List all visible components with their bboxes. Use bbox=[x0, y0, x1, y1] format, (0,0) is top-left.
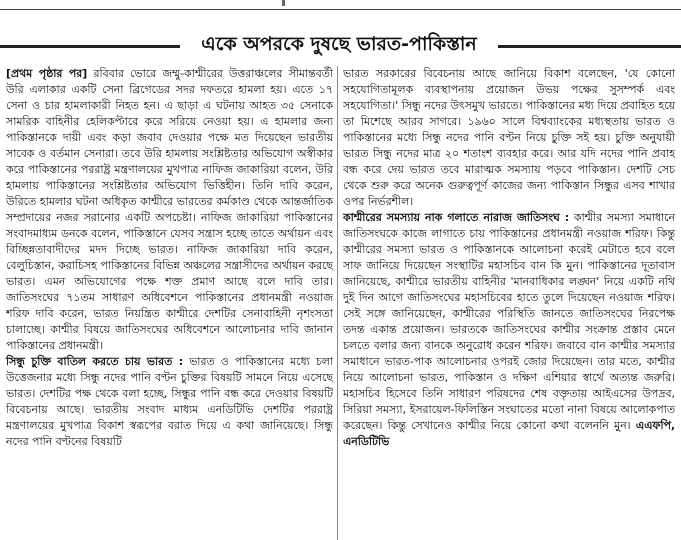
headline-rule-left bbox=[0, 45, 180, 48]
headline-band bbox=[0, 24, 681, 64]
article-column-right bbox=[343, 66, 675, 450]
paragraph-continuation bbox=[6, 66, 333, 354]
paragraph-body: রবিবার ভোরে জম্মু-কাশ্মীরের উত্তরাঞ্চলের সীমান্তবর্তী উরি এলাকার একটি সেনা ব্রিগেডের সদর দফতরে হামলা হয়। এতে ১৭ সেনা ও চার হামলাকারী নিহত হন। এ ছাড়া এ ঘটনায় আহত ৩৫ সেনাকে সামরিক বাহিনীর হেলিকপ্টারে করে সরিয়ে নেওয়া হয়। এ হামলার জন্য পাকিস্তানকে দায়ী এবং কড়া জবাব দেওয়ার পক্ষে মত দিয়েছেন ভারতীয় সাবেক ও বর্তমান সেনারা। তবে উরি হামলায় সংশ্লিষ্টতার অভিযোগ অস্বীকার করে পাকিস্তানের পররাষ্ট্র মন্ত্রণালয়ের মুখপাত্র নাফিজ জাকারিয়া বলেন, উরি হামলায় পাকিস্তানের সংশ্লিষ্টতার অভিযোগ ভিত্তিহীন। তিনি দাবি করেন, উরিতে হামলার ঘটনা অধিকৃত কাশ্মীরে ভারতের কর্মকাণ্ড থেকে আন্তর্জাতিক সম্প্রদায়ের নজর সরানোর একটি অপচেষ্টা। নাফিজ জাকারিয়া পাকিস্তানের সংবাদমাধ্যম ডনকে বলেন, পাকিস্তানে যেসব সন্ত্রাস হচ্ছে তাতে অর্থায়ন এবং বিচ্ছিন্নতাবাদীদের মদদ দিচ্ছে ভারত। নাফিজ জাকারিয়া দাবি করেন, বেলুচিস্তান, করাচিসহ পাকিস্তানের বিভিন্ন অঞ্চলের সন্ত্রাসীদের অর্থায়ন করছে ভারত। এমন অভিযোগের পক্ষে শক্ত প্রমাণ আছে বলে দাবি তার। জাতিসংঘের ৭১তম সাধারণ অধিবেশনে পাকিস্তানের প্রধানমন্ত্রী নওয়াজ শরিফ দাবি করেন, ভারত নিয়ন্ত্রিত কাশ্মীরে দেশটির সেনাবাহিনী নৃশংসতা চালাচ্ছে। কাশ্মীর বিষয়ে জাতিসংঘের অধিবেশনে আলোচনার দাবি জানান পাকিস্তানের প্রধানমন্ত্রী। bbox=[6, 67, 333, 352]
paragraph-body: ভারত ও পাকিস্তানের মধ্যে চলা উত্তেজনার মধ্যে সিন্ধু নদের পানি বণ্টন চুক্তির বিষয়টি সামনে নিয়ে এসেছে ভারত। দেশটির পক্ষ থেকে বলা হচ্ছে, সিন্ধুর পানি বন্ধ করে দেওয়ার বিষয়টি বিবেচনায় আছে। ভারতীয় সংবাদ মাধ্যম এনডিটিভি দেশটির পররাষ্ট্র মন্ত্রণালয়ের মুখপাত্র বিকাশ স্বরূপের বরাত দিয়ে এ কথা জানিয়েছে। সিন্ধু নদের পানি বণ্টনের বিষয়টি bbox=[6, 355, 333, 448]
headline-rule-right bbox=[498, 45, 681, 48]
continuation-label: [প্রথম পৃষ্ঠার পর] bbox=[6, 67, 88, 80]
article-headline: একে অপরকে দুষছে ভারত-পাকিস্তান bbox=[201, 33, 477, 55]
paragraph-body: ভারত সরকারের বিবেচনায় আছে জানিয়ে বিকাশ বলেছেন, 'যে কোনো সহযোগিতামূলক ব্যবস্থাপনায় প্রয়োজন উভয় পক্ষের সুসম্পর্ক এবং সহযোগিতা।' সিন্ধু নদের উৎসমুখ ভারতে। পাকিস্তানের মধ্য দিয়ে প্রবাহিত হয়ে তা মিশেছে আরব সাগরে। ১৯৬০ সালে বিশ্বব্যাংকের মধ্যস্থতায় ভারত ও পাকিস্তানের মধ্যে সিন্ধু নদের পানি বণ্টন নিয়ে চুক্তি সই হয়। চুক্তি অনুযায়ী ভারত সিন্ধু নদের মাত্র ২০ শতাংশ ব্যবহার করে। আর যদি নদের পানি প্রবাহ বন্ধ করে দেয় ভারত তবে মারাত্মক সমস্যায় পড়বে পাকিস্তান। দেশটি সেচ থেকে শুরু করে অনেক গুরুত্বপূর্ণ কাজের জন্য পাকিস্তান সিন্ধুর এসব শাখার ওপর নির্ভরশীল। bbox=[343, 67, 675, 208]
column-divider bbox=[337, 66, 338, 540]
article-column-left bbox=[6, 66, 333, 450]
subhead-indus-treaty: সিন্ধু চুক্তি বাতিল করতে চায় ভারত : bbox=[6, 355, 184, 368]
paragraph-body: কাশ্মীর সমস্যা সমাধানে জাতিসংঘকে কাজে লাগাতে চায় পাকিস্তানের প্রধানমন্ত্রী নওয়াজ শরিফ। কিন্তু কাশ্মীরের সমস্যা ভারত ও পাকিস্তানকে আলোচনা করেই মেটাতে হবে বলে সাফ জানিয়ে দিয়েছেন সংস্থাটির মহাসচিব বান কি মুন। পাকিস্তানের দূতাবাস জানিয়েছে, কাশ্মীরে ভারতীয় বাহিনীর 'মানবাধিকার লঙ্ঘন' নিয়ে একটি নথি দুই দিন আগে জাতিসংঘের মহাসচিবের হাতে তুলে দিয়েছেন নওয়াজ শরিফ। সেই সঙ্গে জানিয়েছেন, কাশ্মীরের পরিস্থিতি জানতে জাতিসংঘের নিরপেক্ষ তদন্ত একান্ত প্রয়োজন। ভারতকে জাতিসংঘের কাশ্মীর সংক্রান্ত প্রস্তাব মেনে চলতে বলার জন্য বানকে অনুরোধ করেন শরিফ। জবাবে বান কাশ্মীর সমস্যার সমাধানে ভারত-পাক আলোচনার ওপরই জোর দিয়েছেন। তার মতে, কাশ্মীর নিয়ে আলোচনা ভারত, পাকিস্তান ও দক্ষিণ এশিয়ার স্বার্থে অত্যন্ত জরুরি। মহাসচিব হিসেবে তিনি সাধারণ পরিষদের শেষ বক্তৃতায় আইএসের উপদ্রব, সিরিয়া সমস্যা, ইসরায়েল-ফিলিস্তিন সংঘাতের মতো নানা বিষয়ে আলোকপাত করেছেন। কিন্তু সেখানেও কাশ্মীর নিয়ে কোনো কথা বলেননি মুন। bbox=[343, 211, 675, 432]
subhead-un-kashmir: কাশ্মীরের সমস্যায় নাক গলাতে নারাজ জাতিসংঘ : bbox=[343, 211, 570, 224]
top-rule bbox=[0, 9, 681, 10]
top-edge-mark bbox=[282, 0, 285, 6]
source-credit: এএফপি, এনডিটিভি bbox=[343, 419, 675, 448]
paragraph-un-kashmir bbox=[343, 210, 675, 450]
paragraph-indus-continued bbox=[343, 66, 675, 210]
paragraph-indus-treaty bbox=[6, 354, 333, 450]
